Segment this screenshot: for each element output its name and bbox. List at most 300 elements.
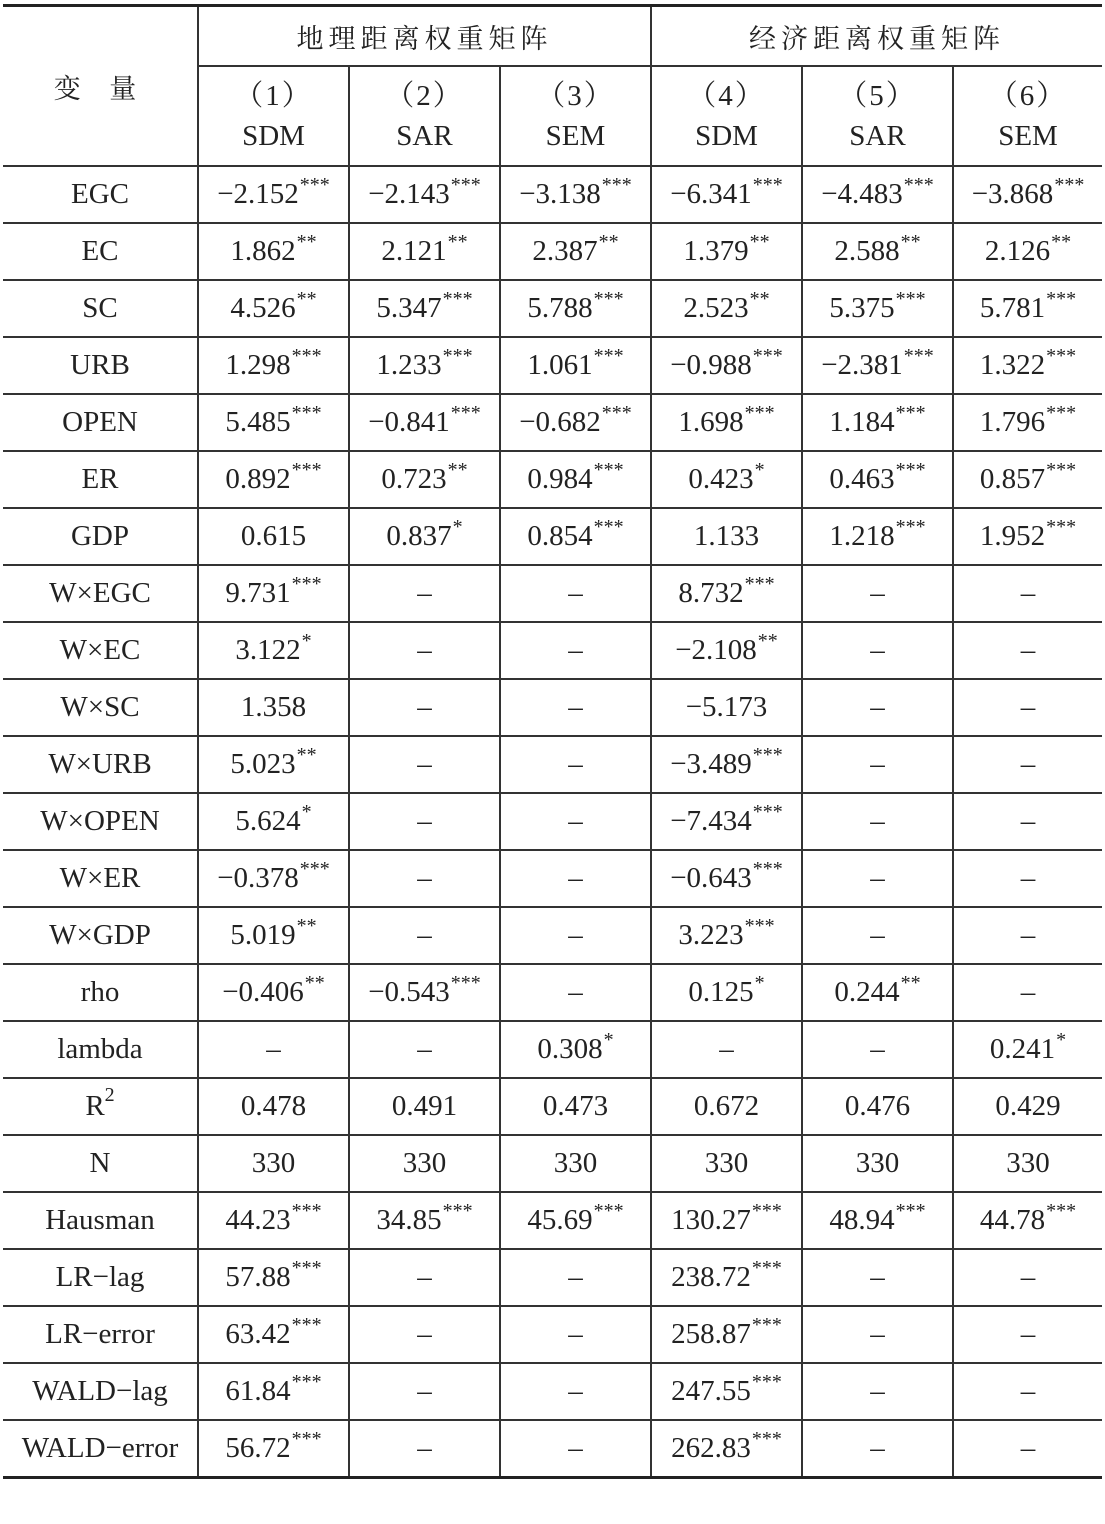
coefficient-cell [953,223,1102,280]
model-name: SAR [849,120,906,152]
coefficient-value: −5.173 [685,691,768,723]
coefficient-cell [500,907,651,964]
variable-name-cell [3,1021,198,1078]
coefficient-cell [953,622,1102,679]
coefficient-value: −4.483 [821,178,903,210]
variable-name-cell [3,793,198,850]
significance-stars: *** [895,1200,926,1222]
coefficient-value: – [870,805,885,837]
significance-stars: *** [291,1371,322,1393]
coefficient-value: – [1020,1432,1036,1464]
coefficient-value: 1.862 [230,235,296,267]
variable-name: W×GDP [49,919,151,951]
coefficient-value: 0.857 [979,463,1046,495]
table-row [3,907,1102,964]
coefficient-cell [198,451,349,508]
coefficient-value: – [568,634,583,666]
coefficient-cell [802,223,953,280]
variable-name: Hausman [45,1204,155,1236]
coefficient-value: 330 [251,1147,296,1179]
variable-name: rho [80,976,120,1008]
coefficient-value: – [417,634,432,666]
table-row [3,508,1102,565]
coefficient-cell [349,1420,500,1478]
significance-stars: *** [751,1314,782,1336]
variable-name: LR−lag [55,1261,145,1293]
significance-stars: *** [752,858,783,880]
coefficient-value: 1.061 [527,349,593,381]
model-column-header [500,66,651,166]
coefficient-cell [500,223,651,280]
coefficient-value: 2.126 [984,235,1051,267]
significance-stars: *** [1046,1200,1077,1222]
coefficient-cell [651,1135,802,1192]
coefficient-value: 0.672 [693,1090,760,1122]
coefficient-value: – [870,1432,885,1464]
coefficient-cell [651,337,802,394]
variable-name: ER [81,463,119,495]
coefficient-cell [651,964,802,1021]
significance-stars: *** [291,573,322,595]
coefficient-cell [500,793,651,850]
table-body [3,166,1102,1478]
significance-stars: *** [291,402,322,424]
variable-name: W×ER [59,862,141,894]
table-row [3,1021,1102,1078]
variable-name-cell [3,1078,198,1135]
coefficient-value: 48.94 [829,1204,895,1236]
coefficient-value: – [417,1261,432,1293]
coefficient-value: 0.854 [527,520,593,552]
coefficient-cell [198,679,349,736]
coefficient-cell [500,850,651,907]
significance-stars: *** [895,402,926,424]
significance-stars: *** [744,915,775,937]
coefficient-value: 330 [855,1147,900,1179]
coefficient-cell [349,166,500,223]
coefficient-cell [500,1021,651,1078]
coefficient-value: – [417,1375,432,1407]
coefficient-cell [198,1420,349,1478]
variable-name-cell [3,1135,198,1192]
coefficient-cell [953,1021,1102,1078]
variable-name-cell [3,337,198,394]
coefficient-cell [349,565,500,622]
coefficient-cell [198,964,349,1021]
coefficient-cell [953,451,1102,508]
significance-stars: ** [296,231,317,253]
coefficient-value: 5.485 [225,406,291,438]
coefficient-cell [198,907,349,964]
coefficient-cell [651,508,802,565]
variable-name: W×EC [59,634,141,666]
coefficient-cell [651,907,802,964]
coefficient-cell [802,280,953,337]
coefficient-value: 2.121 [381,235,447,267]
coefficient-value: – [1020,1318,1036,1350]
regression-table [3,4,1102,1479]
coefficient-value: 1.184 [829,406,895,438]
significance-stars: *** [752,174,783,196]
column-number: （4） [687,80,766,112]
coefficient-value: −2.108 [675,634,757,666]
coefficient-value: – [568,1432,583,1464]
coefficient-value: 5.788 [527,292,593,324]
coefficient-cell [651,622,802,679]
coefficient-value: 2.387 [532,235,598,267]
column-number: （2） [385,80,464,112]
coefficient-cell [500,622,651,679]
significance-stars: *** [299,858,330,880]
coefficient-cell [953,394,1102,451]
table-row [3,1249,1102,1306]
significance-stars: *** [751,1428,782,1450]
coefficient-value: – [417,862,432,894]
significance-stars: *** [593,1200,624,1222]
coefficient-value: 1.379 [683,235,749,267]
coefficient-value: −0.841 [368,406,450,438]
model-name: SEM [998,120,1058,152]
significance-stars: * [301,630,312,652]
coefficient-cell [500,679,651,736]
significance-stars: *** [751,1200,782,1222]
coefficient-cell [953,850,1102,907]
significance-stars: *** [291,1257,322,1279]
significance-stars: *** [291,1200,322,1222]
coefficient-value: – [870,919,885,951]
variable-name-cell [3,1363,198,1420]
coefficient-value: – [417,577,432,609]
coefficient-value: – [417,1318,432,1350]
coefficient-cell [651,736,802,793]
variable-name: W×SC [60,691,140,723]
significance-stars: *** [291,345,322,367]
coefficient-cell [651,565,802,622]
coefficient-value: 5.624 [235,805,301,837]
coefficient-cell [349,793,500,850]
coefficient-value: – [1020,1375,1036,1407]
coefficient-value: 2.588 [834,235,900,267]
coefficient-value: 0.837 [386,520,452,552]
significance-stars: * [452,516,463,538]
coefficient-cell [500,451,651,508]
coefficient-value: – [1020,919,1036,951]
model-column-header [198,66,349,166]
significance-stars: *** [299,174,330,196]
coefficient-value: – [1020,577,1036,609]
variable-name-cell [3,280,198,337]
coefficient-value: – [870,862,885,894]
coefficient-value: – [568,691,583,723]
coefficient-cell [651,166,802,223]
significance-stars: *** [752,744,783,766]
coefficient-value: – [1020,691,1036,723]
significance-stars: *** [895,516,926,538]
coefficient-cell [349,964,500,1021]
coefficient-cell [651,394,802,451]
coefficient-cell [500,1420,651,1478]
table-row [3,451,1102,508]
coefficient-value: 5.019 [230,919,296,951]
table-row [3,166,1102,223]
coefficient-cell [802,1021,953,1078]
significance-stars: *** [1046,402,1077,424]
significance-stars: *** [450,972,481,994]
table-row [3,622,1102,679]
coefficient-cell [349,850,500,907]
coefficient-value: – [568,805,583,837]
coefficient-value: – [417,919,432,951]
column-number: （1） [234,80,313,112]
variable-name-cell [3,1249,198,1306]
column-number: （6） [988,80,1068,112]
significance-stars: *** [291,1314,322,1336]
significance-stars: ** [447,459,468,481]
significance-stars: *** [752,345,783,367]
coefficient-value: 1.133 [693,520,760,552]
table-row [3,850,1102,907]
coefficient-cell [500,1078,651,1135]
coefficient-cell [349,1135,500,1192]
significance-stars: * [603,1029,614,1051]
coefficient-cell [651,1021,802,1078]
coefficient-cell [953,1249,1102,1306]
table-row [3,1192,1102,1249]
coefficient-cell [198,394,349,451]
table-row [3,964,1102,1021]
coefficient-value: 63.42 [225,1318,291,1350]
coefficient-cell [198,736,349,793]
significance-stars: *** [1054,174,1085,196]
coefficient-cell [349,907,500,964]
coefficient-value: −2.143 [368,178,450,210]
coefficient-cell [500,280,651,337]
coefficient-value: 0.892 [225,463,291,495]
coefficient-value: – [1020,805,1036,837]
significance-stars: ** [296,744,317,766]
table-row [3,223,1102,280]
coefficient-value: – [870,634,885,666]
variable-name: SC [82,292,118,324]
coefficient-cell [198,1078,349,1135]
variable-name-cell [3,508,198,565]
coefficient-value: −0.643 [670,862,752,894]
coefficient-cell [953,964,1102,1021]
coefficient-value: 0.244 [834,976,900,1008]
coefficient-value: −0.682 [519,406,601,438]
variable-name-cell [3,394,198,451]
coefficient-value: 5.375 [829,292,895,324]
coefficient-value: – [1020,634,1036,666]
coefficient-cell [802,565,953,622]
coefficient-cell [349,394,500,451]
coefficient-cell [802,1420,953,1478]
coefficient-cell [500,1249,651,1306]
variable-name: WALD−lag [32,1375,168,1407]
significance-stars: ** [749,231,770,253]
significance-stars: *** [744,573,775,595]
significance-stars: * [754,972,765,994]
significance-stars: *** [291,1428,322,1450]
coefficient-cell [953,280,1102,337]
coefficient-cell [198,1021,349,1078]
coefficient-value: 330 [402,1147,447,1179]
coefficient-value: – [1020,748,1036,780]
coefficient-value: 8.732 [678,577,744,609]
significance-stars: *** [593,459,624,481]
coefficient-cell [953,1078,1102,1135]
coefficient-cell [651,793,802,850]
model-name: SDM [695,120,758,152]
coefficient-value: 0.429 [995,1090,1061,1122]
model-column-header [349,66,500,166]
coefficient-cell [953,793,1102,850]
significance-stars: *** [895,288,926,310]
coefficient-value: 34.85 [376,1204,442,1236]
variable-name-cell [3,850,198,907]
coefficient-cell [953,565,1102,622]
model-column-header [802,66,953,166]
coefficient-cell [349,451,500,508]
coefficient-value: – [266,1033,281,1065]
significance-stars: * [754,459,765,481]
coefficient-value: 1.796 [979,406,1046,438]
variable-name-cell [3,1192,198,1249]
coefficient-value: – [870,577,885,609]
coefficient-cell [500,1306,651,1363]
coefficient-cell [349,1078,500,1135]
coefficient-cell [802,1135,953,1192]
variable-name-cell [3,964,198,1021]
coefficient-cell [500,337,651,394]
coefficient-cell [198,1306,349,1363]
coefficient-cell [198,337,349,394]
column-number: （5） [838,80,917,112]
model-column-header [953,66,1102,166]
significance-stars: ** [598,231,619,253]
variable-name-cell [3,223,198,280]
coefficient-value: −6.341 [670,178,752,210]
coefficient-cell [500,964,651,1021]
table-row [3,337,1102,394]
coefficient-value: 1.952 [979,520,1046,552]
coefficient-cell [802,736,953,793]
coefficient-value: 57.88 [225,1261,291,1293]
significance-stars: *** [442,1200,473,1222]
variable-name-cell [3,166,198,223]
significance-stars: *** [450,402,481,424]
coefficient-cell [953,508,1102,565]
coefficient-cell [651,679,802,736]
coefficient-cell [802,394,953,451]
coefficient-cell [651,1420,802,1478]
variable-name: URB [70,349,130,381]
table-row [3,565,1102,622]
coefficient-cell [651,1363,802,1420]
coefficient-cell [802,622,953,679]
coefficient-cell [651,850,802,907]
coefficient-cell [349,223,500,280]
coefficient-value: −0.378 [217,862,299,894]
coefficient-value: 0.478 [240,1090,307,1122]
significance-stars: ** [447,231,468,253]
coefficient-cell [651,223,802,280]
coefficient-value: 1.218 [829,520,895,552]
significance-stars: *** [593,516,624,538]
table-row [3,1135,1102,1192]
significance-stars: *** [442,345,473,367]
significance-stars: *** [903,174,934,196]
coefficient-value: – [1020,976,1036,1008]
variable-name: GDP [70,520,129,552]
variable-name: W×URB [48,748,152,780]
coefficient-cell [198,622,349,679]
coefficient-value: 330 [553,1147,598,1179]
coefficient-cell [500,1135,651,1192]
coefficient-cell [802,1192,953,1249]
coefficient-value: 0.125 [688,976,754,1008]
coefficient-cell [500,394,651,451]
coefficient-value: 45.69 [527,1204,593,1236]
coefficient-value: −3.138 [519,178,601,210]
coefficient-value: – [417,691,432,723]
table-row [3,793,1102,850]
coefficient-value: 0.984 [527,463,593,495]
coefficient-cell [349,508,500,565]
coefficient-cell [802,508,953,565]
variable-name: LR−error [45,1318,155,1350]
variable-column-header: 变 量 [3,6,198,167]
coefficient-value: – [568,862,583,894]
geographic-distance-matrix-header: 地理距离权重矩阵 [198,6,651,67]
variable-name-cell [3,451,198,508]
coefficient-value: 56.72 [225,1432,291,1464]
variable-name-cell [3,907,198,964]
variable-name-cell [3,622,198,679]
significance-stars: ** [749,288,770,310]
variable-name-cell [3,736,198,793]
coefficient-cell [953,736,1102,793]
significance-stars: *** [601,402,632,424]
significance-stars: *** [593,288,624,310]
coefficient-value: – [568,1318,583,1350]
coefficient-value: 3.122 [235,634,301,666]
significance-stars: * [301,801,312,823]
coefficient-cell [349,736,500,793]
coefficient-value: 44.23 [225,1204,291,1236]
significance-stars: *** [752,801,783,823]
coefficient-value: 238.72 [671,1261,751,1293]
header-group-row [3,6,1102,67]
coefficient-cell [198,508,349,565]
coefficient-value: 0.241 [989,1033,1056,1065]
significance-stars: ** [304,972,325,994]
coefficient-cell [349,337,500,394]
coefficient-cell [953,166,1102,223]
coefficient-cell [802,964,953,1021]
coefficient-value: 5.347 [376,292,442,324]
table-row [3,1078,1102,1135]
coefficient-value: – [417,1432,432,1464]
coefficient-cell [651,1192,802,1249]
variable-name: R [85,1090,105,1122]
coefficient-value: 330 [704,1147,749,1179]
coefficient-cell [802,451,953,508]
coefficient-cell [802,793,953,850]
variable-superscript: 2 [104,1084,115,1106]
significance-stars: *** [1046,345,1077,367]
coefficient-cell [953,1135,1102,1192]
